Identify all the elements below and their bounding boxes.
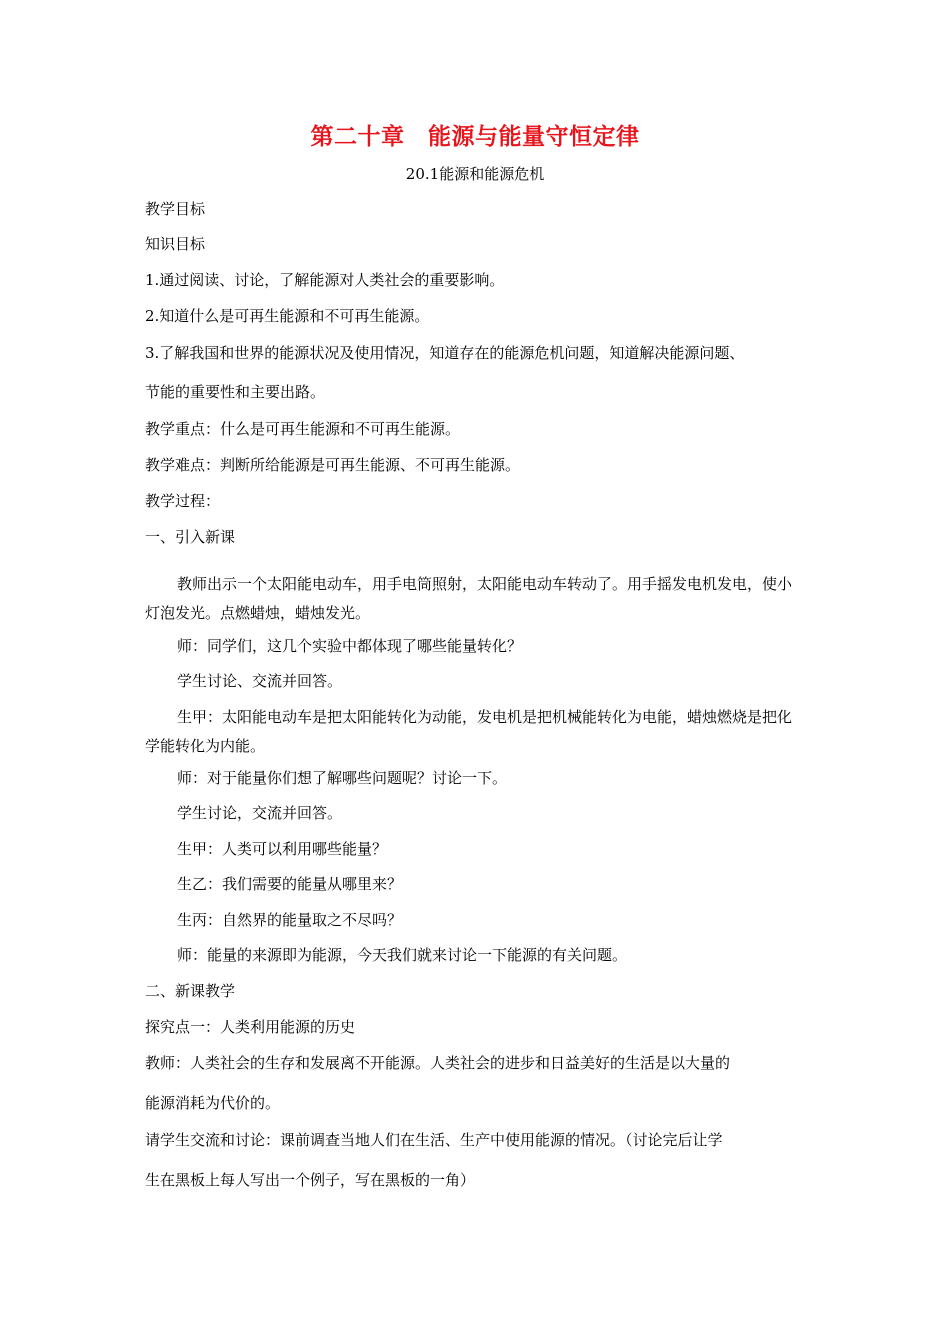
inquiry-point-one: 探究点一：人类利用能源的历史	[145, 1018, 356, 1036]
intro-paragraph: 教师出示一个太阳能电动车，用手电筒照射，太阳能电动车转动了。用手摇发电机发电，使小灯泡发光。点燃蜡烛，蜡烛发光。	[145, 575, 793, 622]
teacher-statement: 教师：人类社会的生存和发展离不开能源。人类社会的进步和日益美好的生活是以大量的	[145, 1054, 731, 1072]
section-two-heading: 二、新课教学	[145, 982, 236, 1000]
goal-item-1: 1.通过阅读、讨论，了解能源对人类社会的重要影响。	[145, 271, 505, 289]
process-heading: 教学过程：	[145, 492, 221, 510]
student-b-question: 生乙：我们需要的能量从哪里来？	[177, 875, 403, 893]
student-c-question: 生丙：自然界的能量取之不尽吗？	[177, 911, 403, 929]
goal-item-3-continued: 节能的重要性和主要出路。	[145, 383, 326, 401]
difficult-point: 教学难点：判断所给能源是可再生能源、不可再生能源。	[145, 456, 521, 474]
student-answer-paragraph: 生甲：太阳能电动车是把太阳能转化为动能，发电机是把机械能转化为电能，蜡烛燃烧是把化学能转化为内能。	[145, 708, 793, 755]
goal-item-3: 3.了解我国和世界的能源状况及使用情况，知道存在的能源危机问题，知道解决能源问题、	[145, 344, 745, 362]
student-discussion-1: 学生讨论、交流并回答。	[177, 672, 343, 690]
chapter-title: 第二十章 能源与能量守恒定律	[310, 124, 640, 150]
teacher-statement-continued: 能源消耗为代价的。	[145, 1094, 281, 1112]
student-task: 请学生交流和讨论：课前调查当地人们在生活、生产中使用能源的情况。（讨论完后让学	[145, 1131, 723, 1149]
knowledge-goals-heading: 知识目标	[145, 235, 206, 253]
teacher-question-2: 师：对于能量你们想了解哪些问题呢？讨论一下。	[177, 769, 508, 787]
student-a-question: 生甲：人类可以利用哪些能量？	[177, 840, 388, 858]
section-subtitle: 20.1能源和能源危机	[405, 165, 545, 183]
teacher-summary: 师：能量的来源即为能源，今天我们就来讨论一下能源的有关问题。	[177, 946, 628, 964]
section-one-heading: 一、引入新课	[145, 528, 236, 546]
goal-item-2: 2.知道什么是可再生能源和不可再生能源。	[145, 307, 430, 325]
teaching-goals-heading: 教学目标	[145, 200, 206, 218]
student-task-continued: 生在黑板上每人写出一个例子，写在黑板的一角）	[145, 1171, 476, 1189]
teacher-question-1: 师：同学们，这几个实验中都体现了哪些能量转化？	[177, 637, 523, 655]
student-discussion-2: 学生讨论，交流并回答。	[177, 804, 343, 822]
key-point: 教学重点：什么是可再生能源和不可再生能源。	[145, 420, 461, 438]
